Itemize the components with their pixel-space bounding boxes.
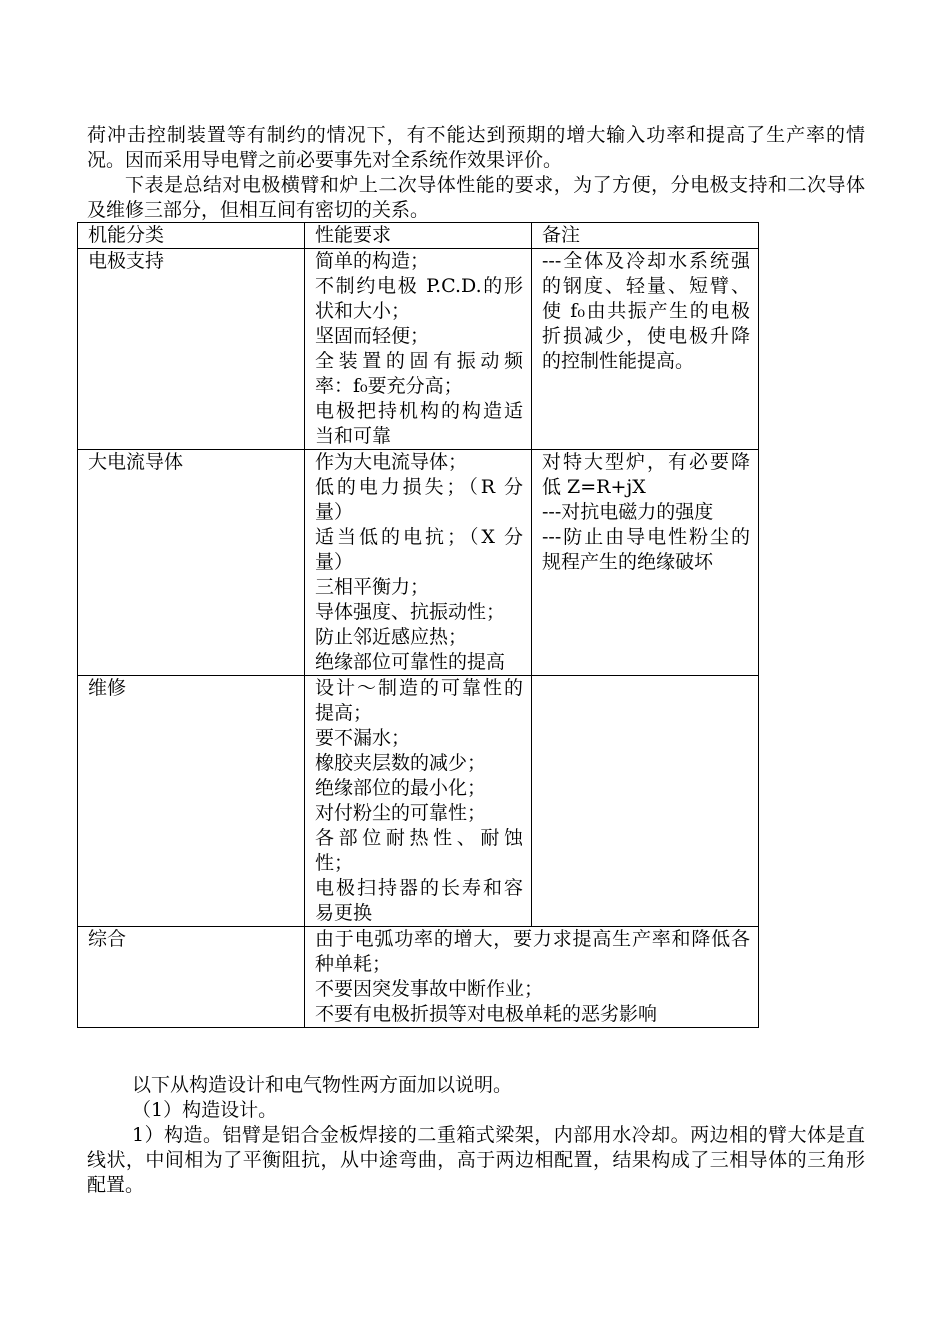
section-heading-construction: （1）构造设计。 (132, 1099, 278, 1121)
header-cell-requirements: 性能要求 (305, 223, 532, 249)
requirement-item: 由于电弧功率的增大，要力求提高生产率和降低各种单耗； (315, 928, 750, 975)
remark-item: 对特大型炉，有必要降低 Z=R+jX (542, 451, 750, 498)
requirement-item: 低的电力损失；（R 分量） (315, 476, 523, 523)
requirement-item: 对付粉尘的可靠性； (315, 802, 487, 824)
header-cell-category: 机能分类 (78, 223, 305, 249)
remark-item: ---防止由导电性粉尘的规程产生的绝缘破坏 (542, 526, 750, 573)
requirement-item: 不要因突发事故中断作业； (315, 978, 544, 1000)
remarks-cell (532, 450, 759, 676)
requirement-item: 坚固而轻便； (315, 325, 430, 347)
requirements-cell-merged (305, 927, 759, 1028)
requirement-item: 橡胶夹层数的减少； (315, 752, 487, 774)
requirement-item: 导体强度、抗振动性； (315, 601, 506, 623)
requirement-item: 防止邻近感应热； (315, 626, 468, 648)
requirements-cell (305, 676, 532, 927)
requirement-item: 绝缘部位可靠性的提高 (315, 651, 506, 673)
requirement-item: 全装置的固有振动频率：f₀要充分高； (315, 350, 523, 397)
category-cell: 电极支持 (78, 249, 305, 450)
remark-item: ---对抗电磁力的强度 (542, 501, 714, 523)
requirement-item: 设计～制造的可靠性的提高； (315, 677, 523, 724)
performance-requirements-table (77, 222, 759, 1028)
remarks-cell (532, 249, 759, 450)
requirement-item: 作为大电流导体； (315, 451, 468, 473)
table-row (78, 249, 759, 450)
requirement-item: 电极把持机构的构造适当和可靠 (315, 400, 523, 447)
requirement-item: 不制约电极 P.C.D.的形状和大小； (315, 275, 523, 322)
requirement-item: 不要有电极折损等对电极单耗的恶劣影响 (315, 1003, 658, 1025)
remarks-cell (532, 676, 759, 927)
header-cell-remarks: 备注 (532, 223, 759, 249)
intro-paragraph-2: 下表是总结对电极横臂和炉上二次导体性能的要求，为了方便，分电极支持和二次导体及维修三部分，但相互间有密切的关系。 (87, 174, 865, 221)
requirement-item: 三相平衡力； (315, 576, 430, 598)
requirements-cell (305, 249, 532, 450)
intro-paragraph-1: 荷冲击控制装置等有制约的情况下，有不能达到预期的增大输入功率和提高了生产率的情况。因而采用导电臂之前必要事先对全系统作效果评价。 (87, 124, 865, 171)
after-paragraph-3: 1）构造。铝臂是铝合金板焊接的二重箱式梁架，内部用水冷却。两边相的臂大体是直线状，中间相为了平衡阻抗，从中途弯曲，高于两边相配置，结果构成了三相导体的三角形配置。 (87, 1124, 865, 1196)
requirement-item: 各部位耐热性、耐蚀性； (315, 827, 523, 874)
requirements-cell (305, 450, 532, 676)
table-row (78, 676, 759, 927)
category-cell: 综合 (78, 927, 305, 1028)
table-header-row (78, 223, 759, 249)
table-row (78, 450, 759, 676)
requirement-item: 适当低的电抗；（X 分量） (315, 526, 523, 573)
table-row (78, 927, 759, 1028)
remark-item: ---全体及冷却水系统强的钢度、轻量、短臂、使 f₀由共振产生的电极折损减少，使电极升降的控制性能提高。 (542, 250, 750, 372)
requirement-item: 绝缘部位的最小化； (315, 777, 487, 799)
after-paragraph-1: 以下从构造设计和电气物性两方面加以说明。 (132, 1074, 513, 1096)
requirement-item: 要不漏水； (315, 727, 411, 749)
category-cell: 大电流导体 (78, 450, 305, 676)
requirement-item: 电极扫持器的长寿和容易更换 (315, 877, 523, 924)
requirement-item: 简单的构造； (315, 250, 430, 272)
category-cell: 维修 (78, 676, 305, 927)
